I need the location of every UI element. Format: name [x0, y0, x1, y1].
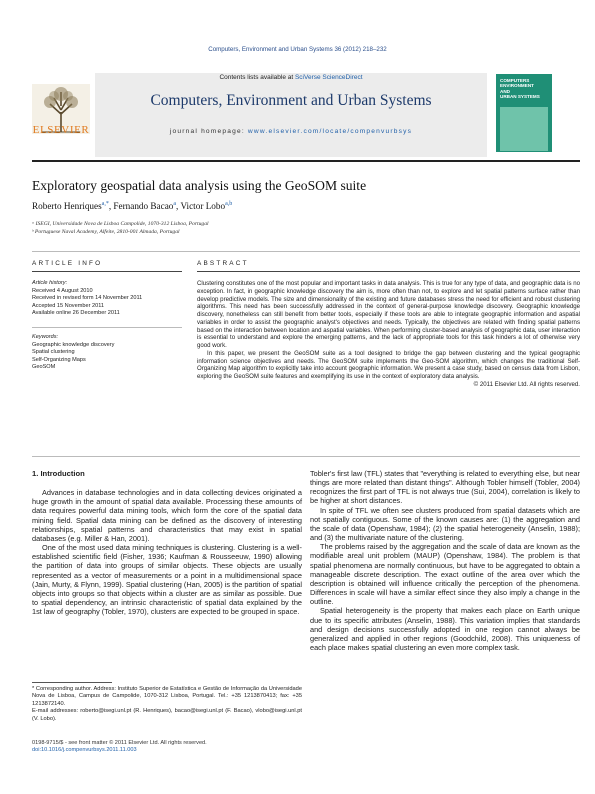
- body-paragraph: The problems raised by the aggregation and the scale of data are known as the modifiable areal unit problem (MAUP) (Openshaw, 1984). The problem is that spatial phenomena are normally continuous, but have to be aggregated to obtain a manageable discrete description. The exact outline of the area over which the description is obtained will influence critically the perception of the phenomena. Differences in scale will have a similar effect since they also imply a change in the outline.: [310, 542, 580, 607]
- affiliation-a: ᵃ ISEGI, Universidade Nova de Lisboa Campolide, 1070-312 Lisboa, Portugal: [32, 221, 209, 227]
- author-lobo-affil[interactable]: a,b: [225, 201, 233, 207]
- keyword-item: Geographic knowledge discovery: [32, 341, 115, 348]
- affiliation-divider: [32, 251, 580, 252]
- author-list: [32, 201, 232, 211]
- article-title: Exploratory geospatial data analysis using the GeoSOM suite: [32, 178, 367, 193]
- online-date: Available online 26 December 2011: [32, 310, 120, 317]
- header-divider: [32, 160, 580, 162]
- author-henriques[interactable]: Roberto Henriques: [32, 201, 102, 212]
- corresponding-author-note: * Corresponding author. Address: Instituto Superior de Estatística e Gestão de Informação da Universidade Nova de Lisboa, Campus de Campolide, 1070-312 Lisboa, Portugal. Tel.: +35 1213870413; fax: +35 1213872140.: [32, 686, 302, 707]
- abstract-heading: ABSTRACT: [197, 260, 249, 267]
- email-addresses[interactable]: E-mail addresses: roberto@isegi.unl.pt (R. Henriques), bacao@isegi.unl.pt (F. Bacao), vlobo@isegi.unl.pt (V. Lobo).: [32, 708, 302, 722]
- body-paragraph: One of the most used data mining techniques is clustering. Clustering is a well-established scientific field (Fisher, 1936; Kaufman & Rousseeuw, 1990) allowing the partition of data into groups of similar objects. These objects are usually represented as a vector of measurements or a point in a multidimensional space (Jain, Murty, & Flynn, 1999). Spatial clustering (Han, 2005) is the partition of spatial objects into groups so that objects within a cluster are as similar as possible. Due to spatial dependency, an intrinsic characteristic of spatial data explained by the 1st law of geography (Tobler, 1970), clusters are expected to be grouped in space.: [32, 543, 302, 617]
- sciencedirect-link[interactable]: SciVerse ScienceDirect: [294, 74, 363, 81]
- keywords-label: Keywords:: [32, 334, 59, 340]
- cover-title-line-4: URBAN SYSTEMS: [500, 93, 540, 99]
- copyright-notice: © 2011 Elsevier Ltd. All rights reserved.: [473, 380, 580, 388]
- journal-reference: Computers, Environment and Urban Systems 36 (2012) 218–232: [208, 46, 387, 53]
- body-paragraph: Spatial heterogeneity is the property that makes each place on Earth unique due to its specific attributes (Anselin, 1988). This variation implies that standards and design decisions successfully adopted in one region cannot always be generalized and applied in other regions (Goodchild, 2008). This uniqueness of each place makes spatial clustering an even more complex task.: [310, 606, 580, 652]
- abstract-paragraph-2: In this paper, we present the GeoSOM suite as a tool designed to bridge the gap between clustering and the typical geographic information science objectives and needs. The GeoSOM suite implements the Geo-SOM algorithm, which changes the traditional Self-Organizing Map algorithm to explicitly take into account geographic information. We present a case study, based on census data from Lisbon, exploring the GeoSOM suite features and exemplifying its use in the context of exploratory data analysis.: [197, 349, 580, 380]
- body-paragraph: In spite of TFL we often see clusters produced from spatial datasets which are not spatially contiguous. Some of the known causes are: (1) the aggregation and the scale of data (Openshaw, 1984); (2) the spatial heterogeneity (Anselin, 1988); and (3) the multivariate nature of the clustering.: [310, 505, 580, 543]
- history-label: Article history:: [32, 280, 68, 286]
- keywords: [32, 334, 182, 372]
- footnote-rule: [32, 682, 112, 683]
- author-henriques-affil[interactable]: a,*: [101, 201, 109, 207]
- right-column: [310, 469, 580, 652]
- author-lobo[interactable]: , Victor Lobo: [176, 201, 226, 212]
- cover-title-line-1: COMPUTERS: [500, 78, 530, 83]
- author-bacao[interactable]: , Fernando Bacao: [108, 201, 174, 212]
- article-info-rule: [32, 271, 182, 272]
- journal-cover-image[interactable]: [496, 74, 552, 152]
- doi-link[interactable]: doi:10.1016/j.compenvurbsys.2011.11.003: [32, 747, 137, 754]
- keyword-item: GeoSOM: [32, 364, 56, 371]
- body-paragraph: Tobler's first law (TFL) states that "everything is related to everything else, but near things are more related than distant things". Although Tobler himself (Tobler, 2004) recognizes the first part of TFL is not always true (Sui, 2004), correlation is likely to be higher at short distances.: [310, 469, 580, 506]
- abstract-rule: [197, 271, 580, 272]
- journal-title[interactable]: Computers, Environment and Urban Systems: [150, 92, 432, 109]
- journal-homepage: [95, 128, 487, 135]
- homepage-prefix: journal homepage:: [169, 128, 248, 135]
- keyword-item: Spatial clustering: [32, 349, 75, 356]
- left-column: [32, 469, 302, 616]
- contents-line: [95, 74, 487, 81]
- article-info-heading: ARTICLE INFO: [32, 260, 103, 267]
- bottom-metadata: [32, 740, 207, 755]
- contents-prefix: Contents lists available at: [219, 74, 295, 81]
- cover-graphic: [500, 107, 548, 151]
- author-bacao-affil[interactable]: a: [173, 201, 177, 207]
- issn-line: 0198-9715/$ - see front matter © 2011 Elsevier Ltd. All rights reserved.: [32, 740, 207, 746]
- publisher-name[interactable]: ELSEVIER: [32, 124, 90, 136]
- journal-header-band: [95, 73, 487, 157]
- footnote: [32, 686, 302, 723]
- revised-date: Received in revised form 14 November 2011: [32, 295, 143, 302]
- cover-title-line-3: AND: [500, 88, 510, 94]
- accepted-date: Accepted 15 November 2011: [32, 302, 105, 309]
- body-paragraph: Advances in database technologies and in data collecting devices originated a huge growth in the amount of spatial data available. Processing these amounts of data requires powerful data mining tools, which form the core of the spatial data mining field. Spatial data mining can be defined as the discovery of interesting relationships, spatial patterns and characteristics that may exist in spatial databases (e.g. Miller & Han, 2001).: [32, 488, 302, 543]
- abstract-divider: [32, 456, 580, 457]
- cover-title-line-2: ENVIRONMENT: [500, 83, 534, 89]
- keyword-item: Self-Organizing Maps: [32, 356, 86, 363]
- section-heading-introduction: 1. Introduction: [32, 469, 85, 478]
- affiliation-b: ᵇ Portuguese Naval Academy, Alfeite, 2810-001 Almada, Portugal: [32, 229, 180, 235]
- article-history: [32, 280, 182, 318]
- received-date: Received 4 August 2010: [32, 287, 93, 294]
- homepage-link[interactable]: www.elsevier.com/locate/compenvurbsys: [247, 128, 413, 135]
- abstract-body: [197, 280, 580, 389]
- abstract-paragraph-1: Clustering constitutes one of the most popular and important tasks in data analysis. This is true for any type of data, and geographic data is no exception. In fact, in geographic knowledge discovery the aim is, more often than not, to explore and let spatial patterns surface rather than develop predictive models. The size and dimensionality of the existing and future databases stress the need for efficient and robust clustering algorithms. This need has been successfully addressed in the context of general-purpose knowledge discovery. Geographic knowledge discovery, nonetheless can still benefit from better tools, especially if these tools are able to integrate geographic information and aspatial variables in order to assist the geographic analyst's objectives and needs. Typically, the objectives are related with finding spatial patterns based on the interaction between location and aspatial variables. When performing cluster-based analysis of geographic data, user interaction is essential to understand and explore the emerging patterns, and the lack of appropriate tools for this task hinders a lot of otherwise very good work.: [197, 280, 580, 349]
- info-divider: [32, 327, 182, 328]
